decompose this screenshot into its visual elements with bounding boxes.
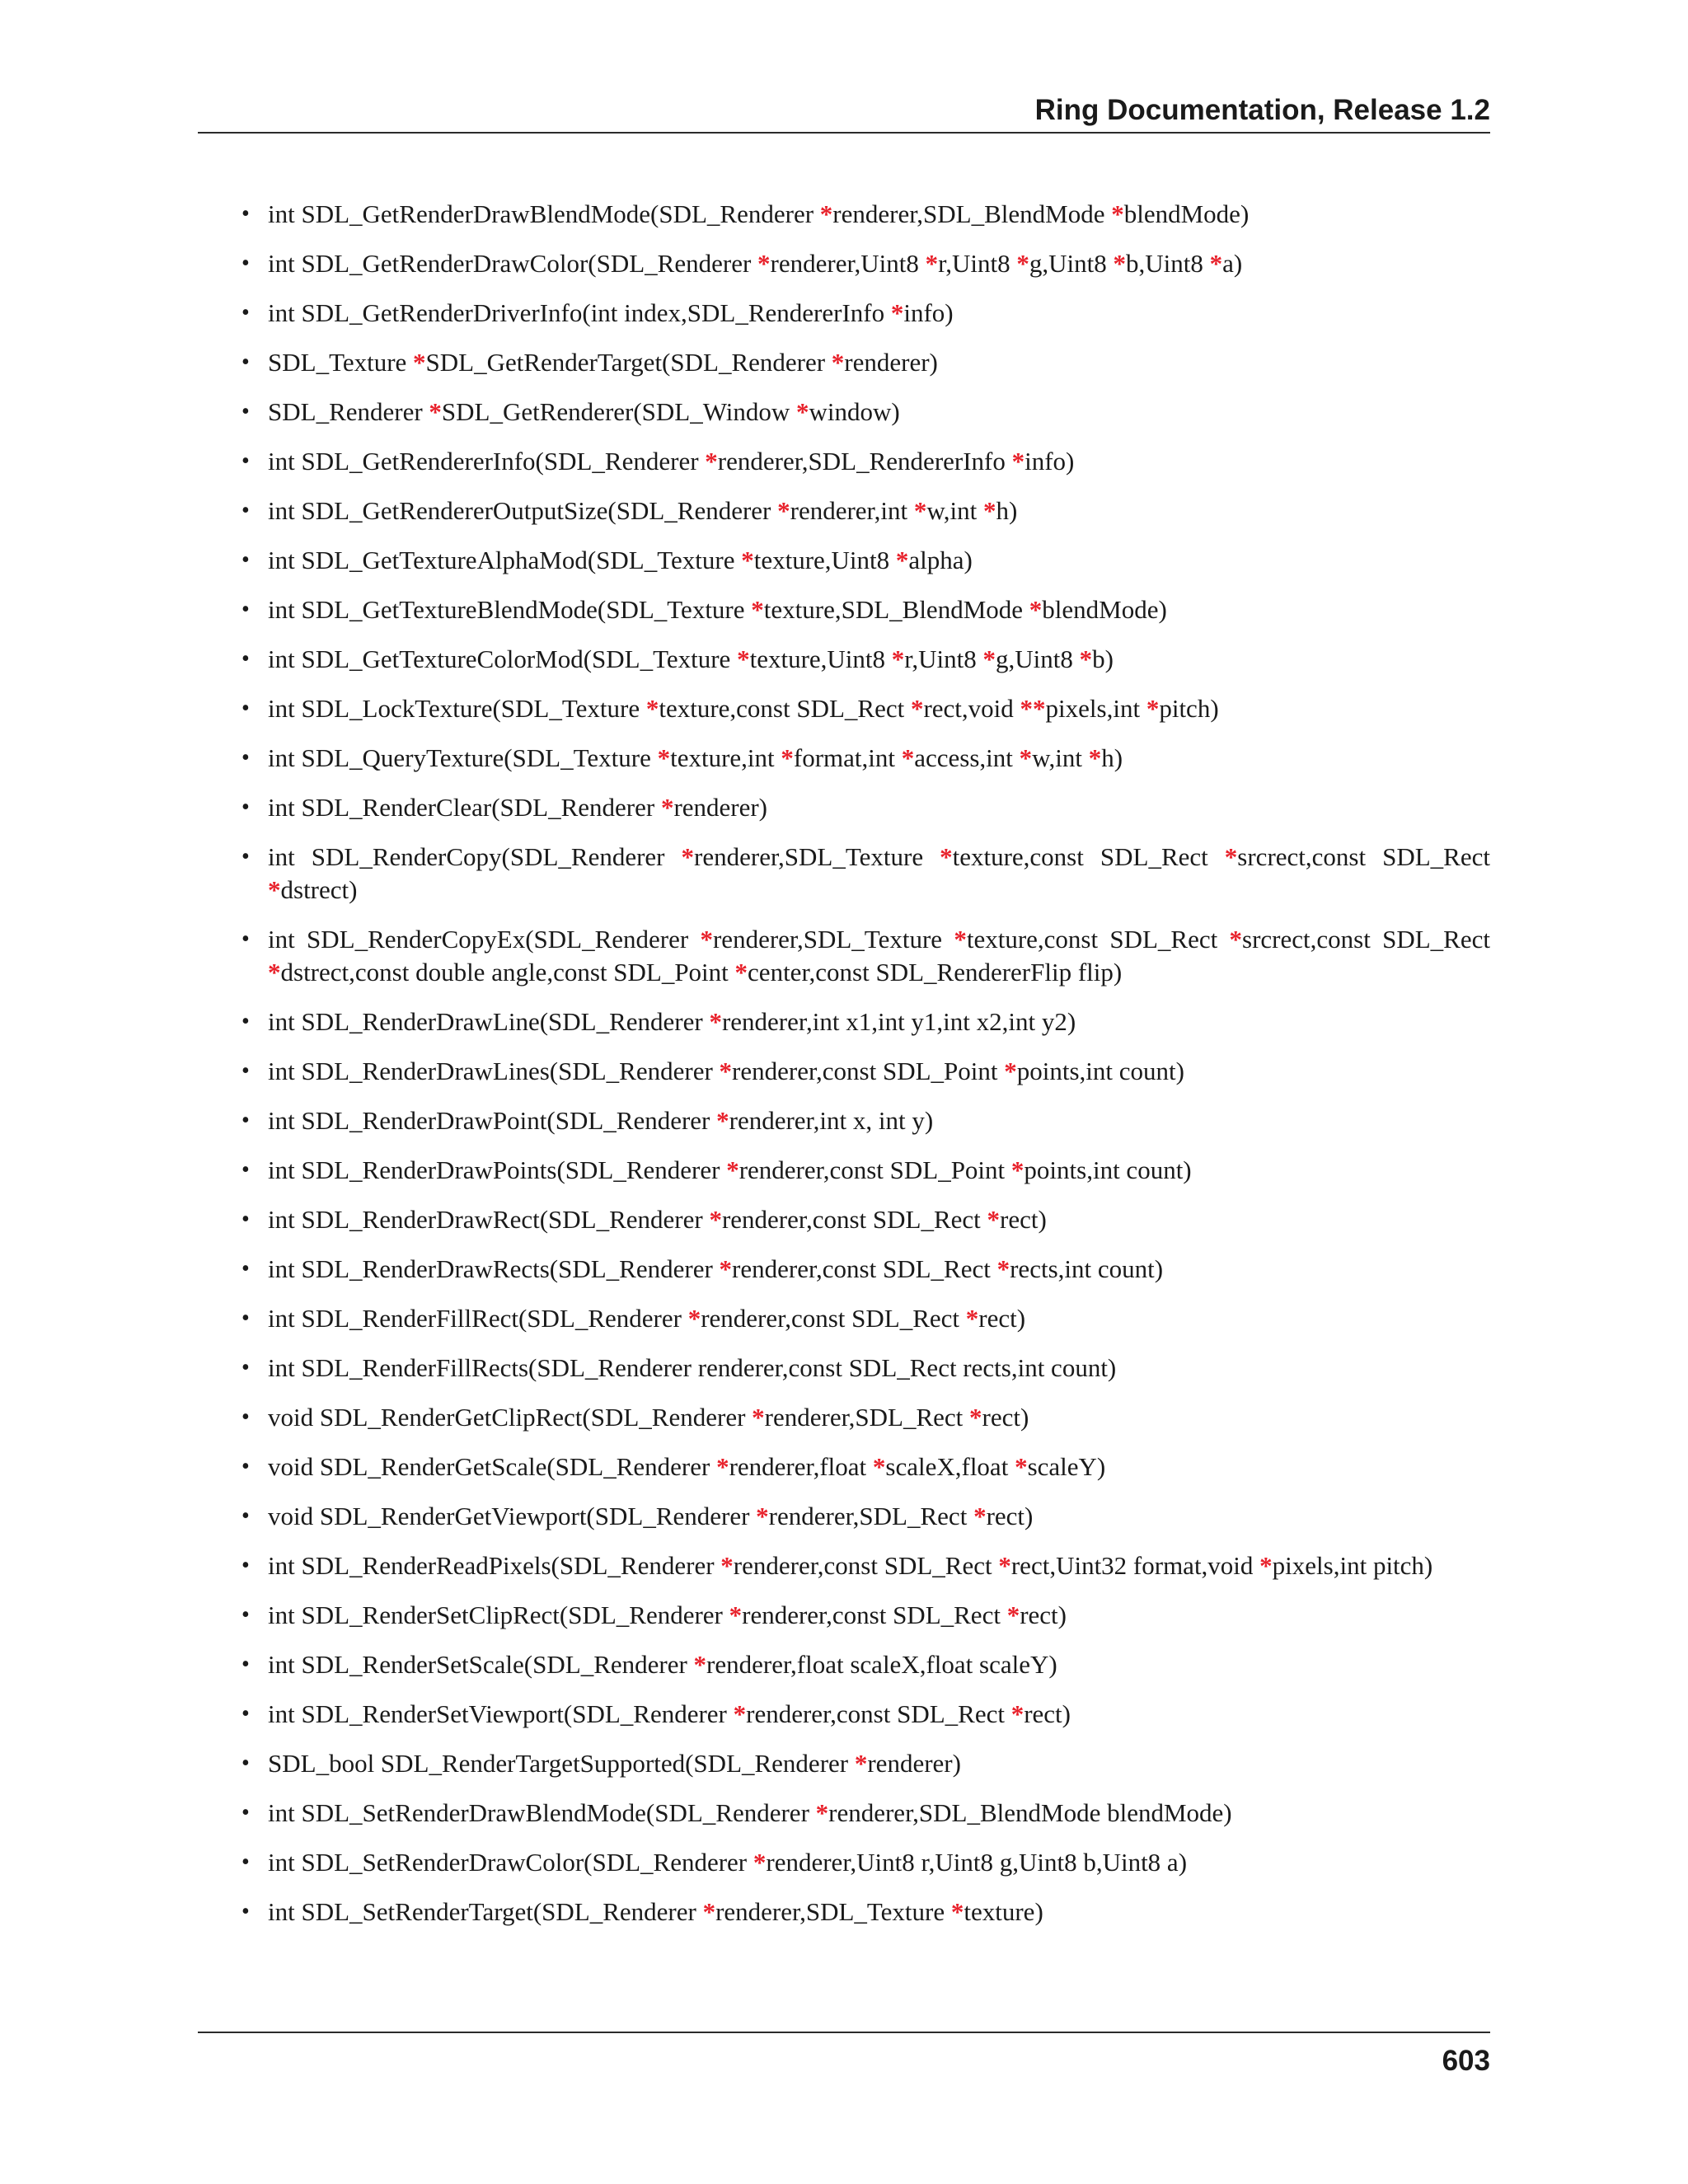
pointer-asterisk: *: [726, 1155, 739, 1184]
pointer-asterisk: *: [1146, 694, 1160, 723]
pointer-asterisk: *: [729, 1601, 743, 1629]
list-item: [239, 923, 1490, 989]
pointer-asterisk: *: [757, 249, 771, 278]
list-item: [239, 692, 1490, 725]
pointer-asterisk: *: [950, 1897, 964, 1926]
bullet-icon: •: [241, 1454, 250, 1479]
pointer-asterisk: *: [891, 644, 905, 673]
function-signature: int SDL_GetRendererInfo(SDL_Renderer *renderer,SDL_RendererInfo *info): [268, 447, 1075, 476]
list-item: [239, 198, 1490, 231]
pointer-asterisk: *: [268, 958, 281, 987]
bullet-icon: •: [241, 1157, 250, 1183]
function-signature: int SDL_SetRenderDrawColor(SDL_Renderer *renderer,Uint8 r,Uint8 g,Uint8 b,Uint8 a): [268, 1848, 1188, 1877]
function-signature: int SDL_RenderDrawLines(SDL_Renderer *renderer,const SDL_Point *points,int count): [268, 1057, 1184, 1085]
bullet-icon: •: [241, 1009, 250, 1034]
function-signature: SDL_bool SDL_RenderTargetSupported(SDL_Renderer *renderer): [268, 1749, 961, 1778]
pointer-asterisk: *: [705, 447, 718, 476]
bullet-icon: •: [241, 201, 250, 227]
function-signature: int SDL_RenderSetViewport(SDL_Renderer *renderer,const SDL_Rect *rect): [268, 1699, 1071, 1728]
list-item: [239, 1302, 1490, 1335]
bullet-icon: •: [241, 251, 250, 276]
function-signature: int SDL_GetRenderDrawColor(SDL_Renderer *renderer,Uint8 *r,Uint8 *g,Uint8 *b,Uint8 *a): [268, 249, 1243, 278]
function-signature: void SDL_RenderGetScale(SDL_Renderer *renderer,float *scaleX,float *scaleY): [268, 1452, 1106, 1481]
pointer-asterisk: *: [969, 1403, 982, 1432]
function-signature: int SDL_RenderSetClipRect(SDL_Renderer *renderer,const SDL_Rect *rect): [268, 1601, 1067, 1629]
function-signature: SDL_Texture *SDL_GetRenderTarget(SDL_Renderer *renderer): [268, 348, 938, 377]
pointer-asterisk: *: [681, 842, 695, 871]
function-signature: int SDL_SetRenderDrawBlendMode(SDL_Renderer *renderer,SDL_BlendMode blendMode): [268, 1798, 1232, 1827]
list-item: [239, 1451, 1490, 1483]
pointer-asterisk: *: [854, 1749, 868, 1778]
pointer-asterisk: *: [910, 694, 924, 723]
list-item: [239, 1549, 1490, 1582]
list-item: [239, 1055, 1490, 1088]
bullet-icon: •: [241, 349, 250, 375]
function-signature: int SDL_RenderFillRects(SDL_Renderer renderer,const SDL_Rect rects,int count): [268, 1353, 1117, 1382]
bullet-icon: •: [241, 498, 250, 523]
pointer-asterisk: *: [645, 694, 659, 723]
list-item: [239, 494, 1490, 527]
pointer-asterisk: *: [1011, 447, 1025, 476]
pointer-asterisk: *: [734, 958, 748, 987]
bullet-icon: •: [241, 547, 250, 573]
pointer-asterisk: *: [709, 1205, 722, 1234]
bullet-icon: •: [241, 794, 250, 820]
pointer-asterisk: *: [737, 644, 750, 673]
pointer-asterisk: *: [719, 1254, 733, 1283]
pointer-asterisk: *: [973, 1502, 987, 1530]
pointer-asterisk: *: [741, 546, 754, 574]
bullet-icon: •: [241, 1058, 250, 1084]
function-signature: void SDL_RenderGetClipRect(SDL_Renderer *renderer,SDL_Rect *rect): [268, 1403, 1029, 1432]
function-signature: SDL_Renderer *SDL_GetRenderer(SDL_Window *window): [268, 397, 900, 426]
list-item: [239, 1253, 1490, 1286]
pointer-asterisk: *: [940, 842, 953, 871]
function-signature: int SDL_RenderSetScale(SDL_Renderer *renderer,float scaleX,float scaleY): [268, 1650, 1057, 1679]
list-item: [239, 1104, 1490, 1137]
pointer-asterisk: *: [716, 1452, 729, 1481]
pointer-asterisk: *: [1029, 595, 1043, 624]
pointer-asterisk: *: [965, 1304, 979, 1333]
function-signature: int SDL_GetTextureBlendMode(SDL_Texture *texture,SDL_BlendMode *blendMode): [268, 595, 1167, 624]
list-item: [239, 1896, 1490, 1929]
page-number: 603: [1442, 2045, 1490, 2077]
list-item: [239, 1747, 1490, 1780]
pointer-asterisk: *: [1006, 1601, 1020, 1629]
pointer-asterisk: *: [895, 546, 909, 574]
list-item: [239, 1797, 1490, 1830]
pointer-asterisk: *: [987, 1205, 1001, 1234]
bullet-icon: •: [241, 1503, 250, 1529]
list-item: [239, 544, 1490, 577]
function-signature: int SDL_RenderDrawPoints(SDL_Renderer *renderer,const SDL_Point *points,int count): [268, 1155, 1192, 1184]
pointer-asterisk: *: [1010, 1155, 1025, 1184]
list-item: [239, 1500, 1490, 1533]
list-item: [239, 1599, 1490, 1632]
pointer-asterisk: *: [752, 1403, 765, 1432]
list-item: [239, 346, 1490, 379]
pointer-asterisk: *: [268, 875, 281, 904]
bullet-icon: •: [241, 1355, 250, 1380]
pointer-asterisk: *: [925, 249, 939, 278]
pointer-asterisk: *: [1111, 199, 1124, 228]
bullet-icon: •: [241, 1849, 250, 1875]
bullet-icon: •: [241, 1800, 250, 1825]
pointer-asterisk: *: [998, 1551, 1011, 1580]
pointer-asterisk: *: [815, 1798, 829, 1827]
bullet-icon: •: [241, 1404, 250, 1430]
function-signature: void SDL_RenderGetViewport(SDL_Renderer *renderer,SDL_Rect *rect): [268, 1502, 1034, 1530]
list-item: [239, 742, 1490, 775]
list-item: [239, 1846, 1490, 1879]
pointer-asterisk: *: [982, 496, 996, 525]
function-signature: int SDL_RenderCopyEx(SDL_Renderer *renderer,SDL_Texture *texture,const SDL_Rect *srcrect,const SDL_Rect *dstrect,const double angle,const SDL_Point *center,const SDL_RendererFlip flip): [268, 925, 1490, 987]
function-signature: int SDL_GetRendererOutputSize(SDL_Renderer *renderer,int *w,int *h): [268, 496, 1018, 525]
list-item: [239, 297, 1490, 330]
pointer-asterisk: *: [429, 397, 442, 426]
function-signature: int SDL_QueryTexture(SDL_Texture *texture,int *format,int *access,int *w,int *h): [268, 743, 1123, 772]
pointer-asterisk: *: [1016, 249, 1029, 278]
bullet-icon: •: [241, 1652, 250, 1677]
bullet-icon: •: [241, 926, 250, 952]
bullet-icon: •: [241, 745, 250, 771]
bullet-icon: •: [241, 1899, 250, 1924]
pointer-asterisk: *: [819, 199, 833, 228]
list-item: [239, 1352, 1490, 1385]
pointer-asterisk: *: [413, 348, 426, 377]
pointer-asterisk: *: [1259, 1551, 1273, 1580]
function-signature: int SDL_RenderDrawPoint(SDL_Renderer *renderer,int x, int y): [268, 1106, 934, 1135]
function-signature: int SDL_RenderClear(SDL_Renderer *renderer): [268, 793, 768, 822]
pointer-asterisk: *: [1015, 1452, 1028, 1481]
list-item: [239, 791, 1490, 824]
page-footer: [198, 2032, 1490, 2077]
function-signature: int SDL_GetTextureColorMod(SDL_Texture *texture,Uint8 *r,Uint8 *g,Uint8 *b): [268, 644, 1114, 673]
list-item: [239, 1005, 1490, 1038]
pointer-asterisk: *: [1088, 743, 1102, 772]
pointer-asterisk: *: [1004, 1057, 1017, 1085]
list-item: [239, 1648, 1490, 1681]
pointer-asterisk: *: [702, 1897, 716, 1926]
bullet-icon: •: [241, 1207, 250, 1232]
pointer-asterisk: *: [796, 397, 809, 426]
pointer-asterisk: *: [913, 496, 927, 525]
function-signature: int SDL_GetRenderDrawBlendMode(SDL_Renderer *renderer,SDL_BlendMode *blendMode): [268, 199, 1250, 228]
page-header: [198, 89, 1490, 134]
pointer-asterisk: *: [751, 595, 764, 624]
function-signature: int SDL_RenderCopy(SDL_Renderer *renderer,SDL_Texture *texture,const SDL_Rect *srcrect,const SDL_Rect *dstrect): [268, 842, 1490, 904]
bullet-icon: •: [241, 1553, 250, 1578]
function-signature: int SDL_GetRenderDriverInfo(int index,SDL_RendererInfo *info): [268, 298, 954, 327]
bullet-icon: •: [241, 1750, 250, 1776]
pointer-asterisk: *: [872, 1452, 886, 1481]
function-signature: int SDL_RenderReadPixels(SDL_Renderer *renderer,const SDL_Rect *rect,Uint32 format,void *pixels,int pitch): [268, 1551, 1433, 1580]
list-item: [239, 593, 1490, 626]
list-item: [239, 445, 1490, 478]
function-signature: int SDL_RenderDrawLine(SDL_Renderer *renderer,int x1,int y1,int x2,int y2): [268, 1007, 1076, 1036]
bullet-icon: •: [241, 844, 250, 869]
pointer-asterisk: *: [1010, 1699, 1025, 1728]
pointer-asterisk: *: [719, 1057, 733, 1085]
bullet-icon: •: [241, 1701, 250, 1727]
page-title: Ring Documentation, Release 1.2: [1034, 94, 1490, 126]
pointer-asterisk: *: [756, 1502, 769, 1530]
pointer-asterisk: *: [996, 1254, 1010, 1283]
pointer-asterisk: *: [660, 793, 674, 822]
pointer-asterisk: *: [687, 1304, 701, 1333]
list-item: [239, 643, 1490, 676]
pointer-asterisk: *: [831, 348, 845, 377]
bullet-icon: •: [241, 1602, 250, 1628]
function-signature: int SDL_SetRenderTarget(SDL_Renderer *renderer,SDL_Texture *texture): [268, 1897, 1043, 1926]
pointer-asterisk: *: [700, 925, 713, 954]
bullet-icon: •: [241, 1256, 250, 1282]
list-item: [239, 1154, 1490, 1187]
pointer-asterisk: *: [753, 1848, 767, 1877]
pointer-asterisk: *: [657, 743, 671, 772]
list-item: [239, 841, 1490, 907]
pointer-asterisk: *: [901, 743, 915, 772]
pointer-asterisk: **: [1020, 694, 1046, 723]
bullet-icon: •: [241, 1305, 250, 1331]
pointer-asterisk: *: [709, 1007, 722, 1036]
function-signature: int SDL_GetTextureAlphaMod(SDL_Texture *texture,Uint8 *alpha): [268, 546, 973, 574]
pointer-asterisk: *: [777, 496, 790, 525]
bullet-icon: •: [241, 597, 250, 622]
function-signature-list: [239, 198, 1490, 1945]
function-signature: int SDL_RenderDrawRects(SDL_Renderer *renderer,const SDL_Rect *rects,int count): [268, 1254, 1164, 1283]
bullet-icon: •: [241, 1108, 250, 1133]
function-signature: int SDL_LockTexture(SDL_Texture *texture,const SDL_Rect *rect,void **pixels,int *pitch): [268, 694, 1219, 723]
pointer-asterisk: *: [781, 743, 794, 772]
function-signature: int SDL_RenderFillRect(SDL_Renderer *renderer,const SDL_Rect *rect): [268, 1304, 1026, 1333]
pointer-asterisk: *: [1224, 842, 1238, 871]
pointer-asterisk: *: [1079, 644, 1093, 673]
pointer-asterisk: *: [693, 1650, 707, 1679]
pointer-asterisk: *: [733, 1699, 747, 1728]
list-item: [239, 247, 1490, 280]
pointer-asterisk: *: [1113, 249, 1126, 278]
pointer-asterisk: *: [890, 298, 904, 327]
pointer-asterisk: *: [716, 1106, 729, 1135]
bullet-icon: •: [241, 646, 250, 672]
bullet-icon: •: [241, 696, 250, 721]
pointer-asterisk: *: [1229, 925, 1243, 954]
list-item: [239, 396, 1490, 429]
pointer-asterisk: *: [982, 644, 996, 673]
pointer-asterisk: *: [1209, 249, 1223, 278]
bullet-icon: •: [241, 448, 250, 474]
list-item: [239, 1401, 1490, 1434]
pointer-asterisk: *: [1019, 743, 1033, 772]
list-item: [239, 1698, 1490, 1731]
pointer-asterisk: *: [954, 925, 967, 954]
bullet-icon: •: [241, 399, 250, 424]
function-signature: int SDL_RenderDrawRect(SDL_Renderer *renderer,const SDL_Rect *rect): [268, 1205, 1047, 1234]
bullet-icon: •: [241, 300, 250, 326]
pointer-asterisk: *: [720, 1551, 734, 1580]
list-item: [239, 1203, 1490, 1236]
